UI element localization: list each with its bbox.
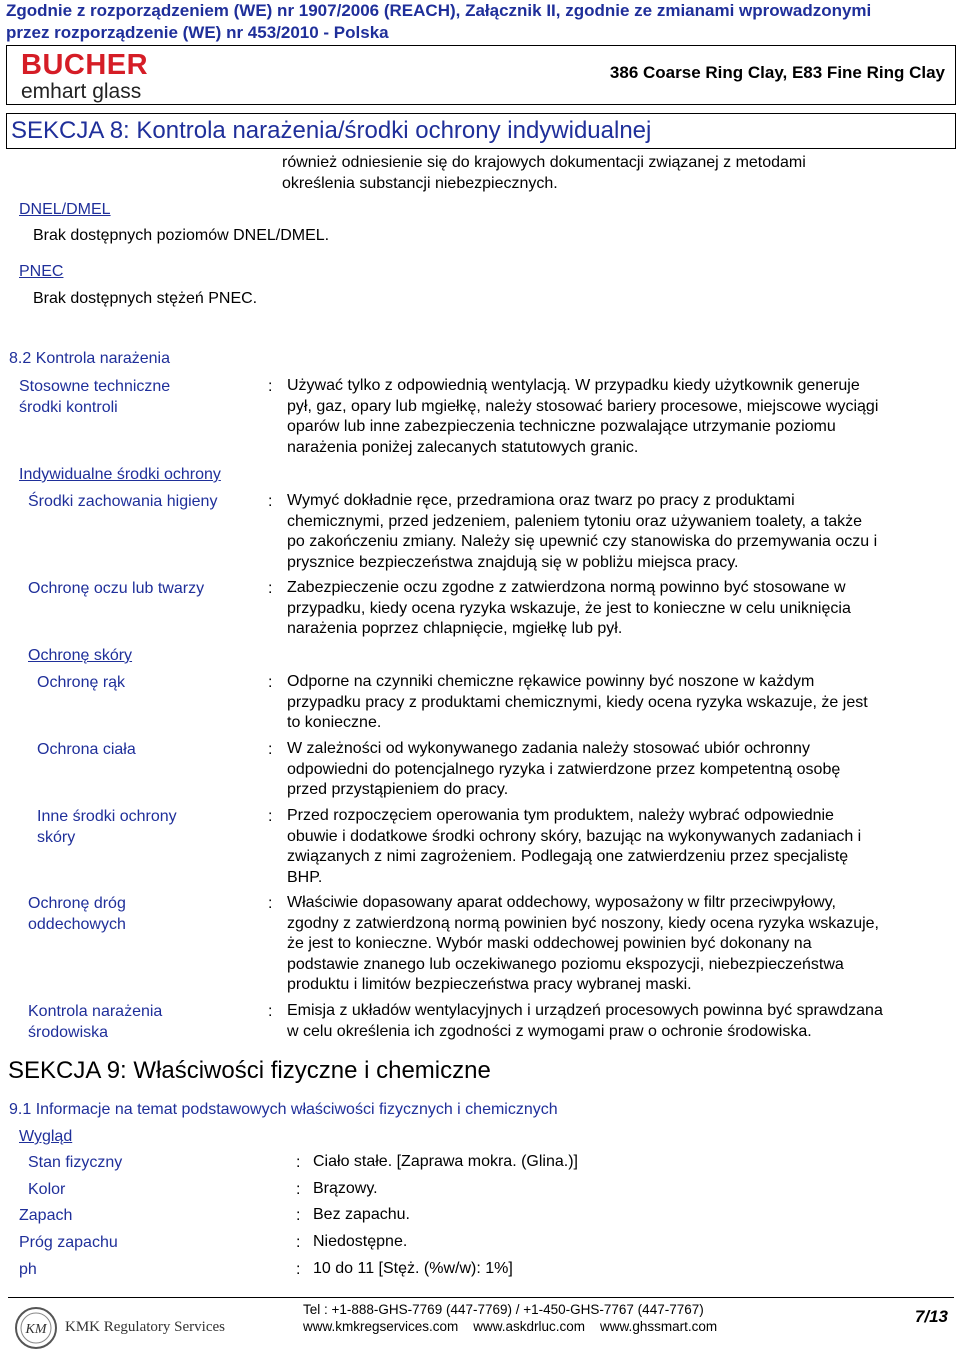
skin-protection-heading: Ochronę skóry [28, 647, 133, 664]
colon: : [268, 580, 273, 597]
footer-tel: Tel : +1-888-GHS-7769 (447-7769) / +1-450-GHS-7767 (447-7767) [303, 1302, 704, 1317]
colon: : [296, 1181, 301, 1198]
other-skin-protection-label [37, 806, 177, 848]
label-line: środki kontroli [19, 399, 118, 416]
value-line: Właściwie dopasowany aparat oddechowy, wyposażony w filtr przeciwpyłowy, [287, 894, 836, 911]
kmk-seal-icon [14, 1306, 58, 1350]
body-protection-label: Ochrona ciała [37, 741, 136, 758]
footer-contact [303, 1301, 717, 1335]
color-value: Brązowy. [313, 1180, 378, 1197]
continuation-line: również odniesienie się do krajowych dokumentacji związanej z metodami [282, 154, 806, 171]
appearance-heading: Wygląd [19, 1128, 73, 1145]
value-line: Zabezpieczenie oczu zgodne z zatwierdzona normą powinno być stosowane w [287, 579, 846, 596]
eye-protection-label: Ochronę oczu lub twarzy [28, 580, 205, 597]
odor-value: Bez zapachu. [313, 1206, 410, 1223]
other-skin-protection-value [287, 806, 957, 888]
value-line: prysznice bezpieczeństwa znajdują się w pobliżu miejsca pracy. [287, 553, 739, 571]
environment-exposure-label [28, 1001, 162, 1043]
dnel-text: Brak dostępnych poziomów DNEL/DMEL. [33, 227, 330, 244]
subsection-9-1: 9.1 Informacje na temat podstawowych właściwości fizycznych i chemicznych [9, 1101, 558, 1118]
odor-threshold-value: Niedostępne. [313, 1233, 408, 1250]
value-line: Wymyć dokładnie ręce, przedramiona oraz twarz po pracy z produktami [287, 492, 795, 509]
odor-label: Zapach [19, 1207, 73, 1224]
document-header [6, 45, 956, 105]
label-line: Stosowne techniczne [19, 378, 171, 395]
body-protection-value [287, 739, 957, 801]
value-line: że jest to konieczne. Wybór maski oddechowej powinien być dokonany na [287, 935, 812, 952]
value-line: po zakończeniu zmiany. Należy się upewnić czy stanowiska do przemywania oczu i [287, 533, 878, 550]
eye-protection-value [287, 578, 957, 640]
kmk-company-name: KMK Regulatory Services [65, 1319, 225, 1335]
value-line: podstawie znanego lub oczekiwanego poziomu ekspozycji, niebezpieczeństwa [287, 955, 844, 973]
value-line: to konieczne. [287, 714, 382, 731]
value-line: przypadku pracy z produktami chemicznymi, kiedy ocena ryzyka wskazuje, że jest [287, 693, 868, 711]
page-number: 7/13 [914, 1307, 948, 1326]
product-name: 386 Coarse Ring Clay, E83 Fine Ring Clay [609, 63, 945, 82]
value-line: w celu określenia ich zgodności z wymogami praw o ochronie środowiska. [287, 1022, 812, 1040]
label-line: Kontrola narażenia [28, 1003, 163, 1020]
value-line: pył, gaz, opary lub mgiełkę, należy stosować bariery procesowe, miejscowe wyciągi [287, 397, 879, 415]
logo-bucher-text: BUCHER [21, 49, 149, 81]
label-line: oddechowych [28, 916, 126, 933]
kmk-logo [14, 1306, 244, 1350]
svg-text:KM: KM [25, 1322, 47, 1337]
colon: : [268, 1003, 273, 1020]
value-line: przed przystąpieniem do pracy. [287, 781, 509, 798]
continuation-line: określenia substancji niebezpiecznych. [282, 174, 558, 192]
colon: : [296, 1207, 301, 1224]
colon: : [268, 674, 273, 691]
bucher-logo [21, 50, 148, 104]
label-line: środowiska [28, 1024, 109, 1041]
value-line: Emisja z układów wentylacyjnych i urządzeń procesowych powinna być sprawdzana [287, 1002, 883, 1019]
value-line: odpowiedni do potencjalnego ryzyka i zatwierdzone przez kompetentną osobę [287, 760, 841, 778]
hand-protection-value [287, 672, 957, 734]
eng-controls-label [19, 376, 170, 418]
ph-label: ph [19, 1261, 37, 1278]
value-line: zgodny z zatwierdzoną normą powinien być noszony, kiedy ocena ryzyka wskazuje, [287, 914, 879, 932]
subsection-8-2: 8.2 Kontrola narażenia [9, 350, 170, 367]
value-line: produktu i limitów bezpieczeństwa pracy wybranej maski. [287, 976, 692, 993]
value-line: chemicznymi, przed jedzeniem, paleniem tytoniu oraz używaniem toalety, a także [287, 512, 863, 530]
value-line: Przed rozpoczęciem operowania tym produktem, należy wybrać odpowiednie [287, 807, 834, 824]
value-line: związanych z nimi zagrożeniem. Podlegają one zatwierdzeniu przez specjalistę [287, 848, 849, 865]
hygiene-label: Środki zachowania higieny [28, 493, 218, 510]
value-line: Odporne na czynniki chemiczne rękawice powinny być noszone w każdym [287, 673, 815, 690]
value-line: oparów lub inne zabezpieczenia techniczne pozwalające utrzymanie poziomu [287, 418, 836, 435]
label-line: skóry [37, 829, 76, 846]
value-line: Używać tylko z odpowiednią wentylacją. W przypadku kiedy użytkownik generuje [287, 377, 860, 394]
value-line: obuwie i dodatkowe środki ochrony skóry, bazując na wykonywanych zadaniach i [287, 827, 862, 845]
odor-threshold-label: Próg zapachu [19, 1234, 118, 1251]
colon: : [296, 1261, 301, 1278]
value-line: narażenia poprzez chlapnięcie, mgiełkę lub pył. [287, 620, 623, 637]
hand-protection-label: Ochronę rąk [37, 674, 126, 691]
environment-exposure-value [287, 1001, 957, 1042]
footer-divider [8, 1297, 954, 1298]
respiratory-protection-label [28, 893, 126, 935]
hygiene-value [287, 491, 957, 573]
colon: : [268, 808, 273, 825]
personal-protection-heading: Indywidualne środki ochrony [19, 466, 221, 483]
regulation-line-2: przez rozporządzenie (WE) nr 453/2010 - Polska [6, 23, 389, 42]
value-line: BHP. [287, 868, 323, 886]
colon: : [268, 378, 273, 395]
section-8-header [6, 113, 956, 149]
eng-controls-value [287, 376, 957, 458]
label-line: Ochronę dróg [28, 895, 126, 912]
logo-emhart-text: emhart glass [21, 80, 142, 103]
respiratory-protection-value [287, 893, 957, 996]
dnel-heading: DNEL/DMEL [19, 201, 111, 218]
section-9-title: SEKCJA 9: Właściwości fizyczne i chemiczne [8, 1057, 491, 1084]
physical-state-label: Stan fizyczny [28, 1154, 123, 1171]
pnec-heading: PNEC [19, 263, 64, 280]
physical-state-value: Ciało stałe. [Zaprawa mokra. (Glina.)] [313, 1153, 578, 1170]
colon: : [296, 1154, 301, 1171]
colon: : [268, 493, 273, 510]
colon: : [268, 895, 273, 912]
ph-value: 10 do 11 [Stęż. (%w/w): 1%] [313, 1260, 513, 1277]
regulation-title [6, 0, 871, 44]
value-line: przypadku, kiedy ocena ryzyka wskazuje, że jest to konieczne w celu uniknięcia [287, 599, 851, 617]
regulation-line-1: Zgodnie z rozporządzeniem (WE) nr 1907/2006 (REACH), Załącznik II, zgodnie ze zmianami wprowadzonymi [6, 1, 872, 20]
label-line: Inne środki ochrony [37, 808, 177, 825]
value-line: W zależności od wykonywanego zadania należy stosować ubiór ochronny [287, 740, 810, 757]
colon: : [268, 741, 273, 758]
footer-web: www.kmkregservices.com www.askdrluc.com www.ghssmart.com [303, 1319, 718, 1334]
value-line: narażenia poniżej zalecanych statutowych granic. [287, 438, 639, 456]
colon: : [296, 1234, 301, 1251]
section-8-title: SEKCJA 8: Kontrola narażenia/środki ochrony indywidualnej [11, 117, 652, 144]
pnec-text: Brak dostępnych stężeń PNEC. [33, 290, 258, 307]
color-label: Kolor [28, 1181, 66, 1198]
continuation-text [282, 153, 806, 194]
